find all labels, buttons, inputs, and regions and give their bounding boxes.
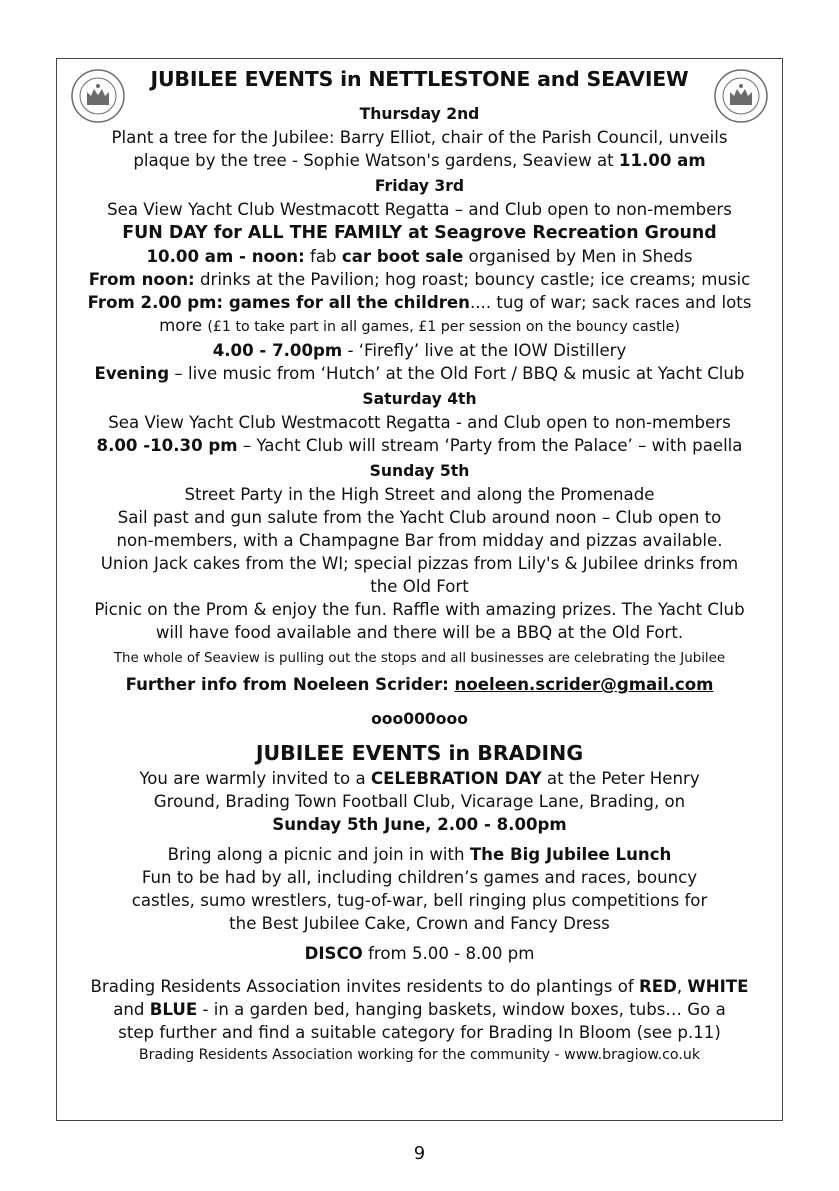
thursday-line-2: plaque by the tree - Sophie Watson's gardens, Seaview at 11.00 am <box>133 151 706 170</box>
firefly-line: 4.00 - 7.00pm - ‘Firefly’ live at the IOW Distillery <box>212 341 627 360</box>
section-title-nettlestone: JUBILEE EVENTS in NETTLESTONE and SEAVIEW <box>150 67 689 91</box>
brading-disco-line: DISCO from 5.00 - 8.00 pm <box>304 944 535 963</box>
car-boot-line: 10.00 am - noon: fab car boot sale organised by Men in Sheds <box>146 247 693 266</box>
brading-fun-line-2: castles, sumo wrestlers, tug-of-war, bell ringing plus competitions for <box>131 891 708 910</box>
brading-invite-line-2: Ground, Brading Town Football Club, Vicarage Lane, Brading, on <box>153 792 686 811</box>
sunday-line-4: Union Jack cakes from the WI; special pizzas from Lily's & Jubilee drinks from <box>100 554 739 573</box>
day-heading-thursday: Thursday 2nd <box>359 105 480 123</box>
brading-residents-line-2: and BLUE - in a garden bed, hanging baskets, window boxes, tubs… Go a <box>113 1000 726 1019</box>
brading-fun-line-3: the Best Jubilee Cake, Crown and Fancy Dress <box>229 914 610 933</box>
sunday-line-5: the Old Fort <box>370 577 469 596</box>
day-heading-friday: Friday 3rd <box>374 177 465 195</box>
from-noon-line: From noon: drinks at the Pavilion; hog roast; bouncy castle; ice creams; music <box>88 270 751 289</box>
brading-picnic-line: Bring along a picnic and join in with The Big Jubilee Lunch <box>167 845 672 864</box>
brading-footer-line: Brading Residents Association working for the community - www.bragiow.co.uk <box>138 1047 701 1063</box>
section-title-brading: JUBILEE EVENTS in BRADING <box>255 741 584 765</box>
section-separator: ooo000ooo <box>371 710 468 728</box>
brading-fun-line-1: Fun to be had by all, including children’s games and races, bouncy <box>141 868 698 887</box>
day-heading-saturday: Saturday 4th <box>362 390 477 408</box>
brading-date: Sunday 5th June, 2.00 - 8.00pm <box>272 815 567 834</box>
games-line: From 2.00 pm: games for all the children.... tug of war; sack races and lots <box>87 293 752 312</box>
notice-frame <box>56 58 783 1121</box>
brading-residents-line-3: step further and find a suitable category for Brading In Bloom (see p.11) <box>118 1023 721 1042</box>
friday-regatta: Sea View Yacht Club Westmacott Regatta – and Club open to non-members <box>107 200 732 219</box>
page-number: 9 <box>413 1143 426 1164</box>
saturday-stream-line: 8.00 -10.30 pm – Yacht Club will stream ‘Party from the Palace’ – with paella <box>96 436 743 455</box>
evening-line: Evening – live music from ‘Hutch’ at the Old Fort / BBQ & music at Yacht Club <box>94 364 745 383</box>
whole-seaview-note: The whole of Seaview is pulling out the stops and all businesses are celebrating the Jubilee <box>113 651 726 666</box>
sunday-line-6: Picnic on the Prom & enjoy the fun. Raffle with amazing prizes. The Yacht Club <box>94 600 745 619</box>
brading-invite-line-1: You are warmly invited to a CELEBRATION DAY at the Peter Henry <box>139 769 700 788</box>
saturday-regatta: Sea View Yacht Club Westmacott Regatta - and Club open to non-members <box>108 413 731 432</box>
further-info-line: Further info from Noeleen Scrider: noeleen.scrider@gmail.com <box>125 675 714 694</box>
sunday-line-1: Street Party in the High Street and along the Promenade <box>184 485 655 504</box>
sunday-line-7: will have food available and there will be a BBQ at the Old Fort. <box>155 623 684 642</box>
thursday-line-1: Plant a tree for the Jubilee: Barry Elliot, chair of the Parish Council, unveils <box>111 128 728 147</box>
brading-residents-line-1: Brading Residents Association invites residents to do plantings of RED, WHITE <box>90 977 749 996</box>
nettlestone-events <box>63 100 776 1067</box>
sunday-line-3: non-members, with a Champagne Bar from midday and pizzas available. <box>116 531 723 550</box>
fun-day-heading: FUN DAY for ALL THE FAMILY at Seagrove Recreation Ground <box>122 223 717 243</box>
games-price-line: more (£1 to take part in all games, £1 per session on the bouncy castle) <box>159 316 680 335</box>
email-link[interactable]: noeleen.scrider@gmail.com <box>454 675 714 694</box>
day-heading-sunday: Sunday 5th <box>369 462 470 480</box>
sunday-line-2: Sail past and gun salute from the Yacht Club around noon – Club open to <box>117 508 722 527</box>
brading-events <box>63 767 776 1067</box>
